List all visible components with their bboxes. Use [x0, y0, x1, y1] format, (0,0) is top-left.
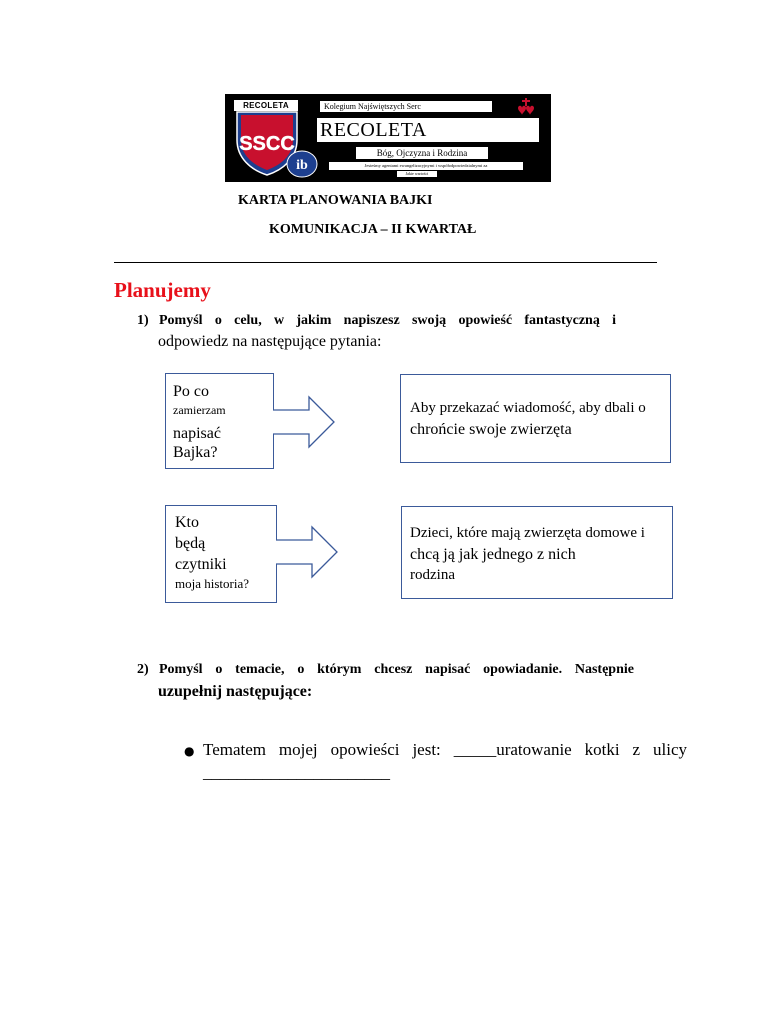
brand-name: RECOLETA: [317, 118, 539, 142]
school-motto: Bóg, Ojczyzna i Rodzina: [356, 147, 488, 159]
ib-logo: [285, 150, 319, 178]
school-tagline-2: Jakie wartości: [397, 171, 437, 177]
school-name: Kolegium Najświętszych Serc: [320, 101, 492, 112]
purpose-question-line4: Bajka?: [173, 444, 218, 461]
purpose-question-line2: zamierzam: [173, 403, 226, 417]
audience-question-line1: Kto: [175, 514, 199, 531]
audience-answer-line2: chcą ją jak jednego z nich: [410, 546, 576, 563]
question-1-line2: odpowiedz na następujące pytania:: [158, 333, 382, 350]
divider-line: [114, 262, 657, 263]
shield-text: SSCC: [239, 133, 295, 155]
question-1-line1: Pomyśl o celu, w jakim napiszesz swoją opowieść fantastyczną i: [159, 313, 616, 328]
question-2-line1: Pomyśl o temacie, o którym chcesz napisać opowiadanie. Następnie: [159, 662, 634, 677]
purpose-answer-line1: Aby przekazać wiadomość, aby dbali o: [410, 400, 646, 416]
purpose-question-line3: napisać: [173, 425, 221, 442]
school-tagline: Jesteśmy agentami ewangelizacyjnymi i współodpowiedzialnymi za: [329, 162, 523, 170]
page-subtitle: KOMUNIKACJA – II KWARTAŁ: [269, 222, 477, 237]
purpose-answer-box: [400, 374, 671, 463]
audience-question-line3: czytniki: [175, 556, 227, 573]
purpose-question-line1: Po co: [173, 383, 209, 400]
school-header-banner: [225, 94, 551, 182]
audience-answer-line3: rodzina: [410, 567, 455, 583]
logo-label: RECOLETA: [234, 100, 298, 111]
question-1-number: 1): [137, 313, 149, 328]
audience-question-line4: moja historia?: [175, 576, 250, 591]
question-2-line2: uzupełnij następujące:: [158, 683, 313, 700]
topic-answer-line1: Tematem mojej opowieści jest: _____uratowanie kotki z ulicy: [203, 740, 687, 759]
bullet-icon: ●: [184, 744, 195, 758]
question-2-number: 2): [137, 662, 149, 677]
audience-answer-line1: Dzieci, które mają zwierzęta domowe i: [410, 525, 645, 541]
arrow-right-icon: [276, 526, 338, 578]
section-heading: Planujemy: [114, 278, 211, 302]
hearts-cross-icon: [513, 98, 539, 118]
topic-answer-line2: ______________________: [203, 763, 390, 782]
audience-question-line2: będą: [175, 535, 206, 552]
ib-logo-text: ib: [296, 158, 308, 173]
page-title: KARTA PLANOWANIA BAJKI: [238, 193, 433, 208]
arrow-right-icon: [273, 396, 335, 448]
purpose-answer-line2: chrońcie swoje zwierzęta: [410, 421, 572, 438]
